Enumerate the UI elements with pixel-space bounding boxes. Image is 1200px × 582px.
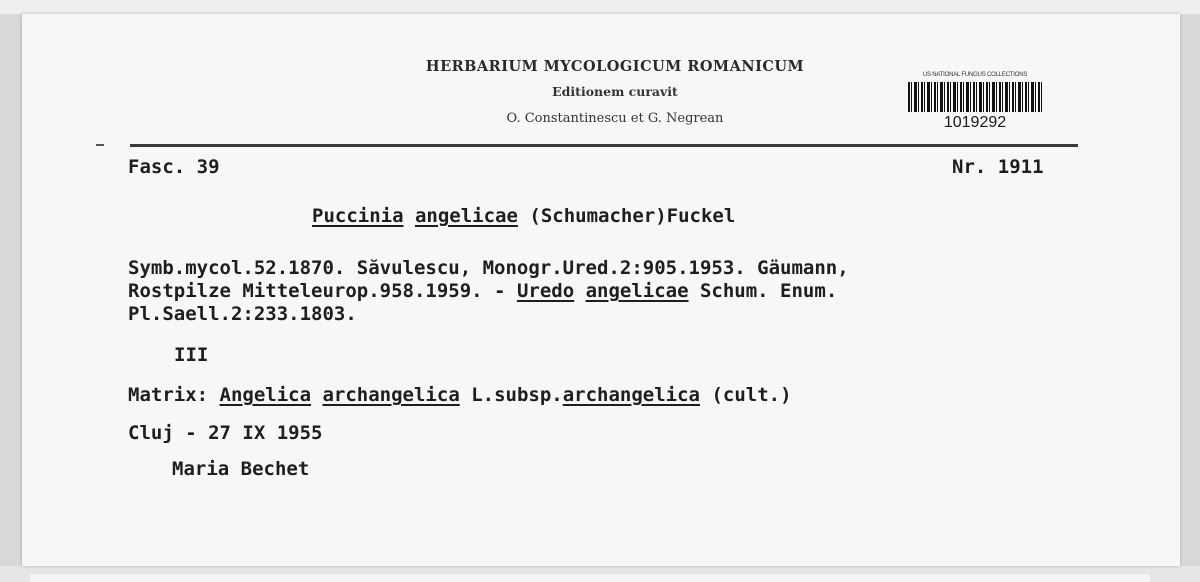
barcode-icon	[908, 82, 1042, 112]
barcode-sticker	[900, 66, 1050, 134]
collector: Maria Bechet	[172, 458, 310, 480]
locality-date: Cluj - 27 IX 1955	[128, 422, 323, 444]
species-author: (Schumacher)Fuckel	[529, 205, 736, 227]
barcode-number: 1019292	[943, 114, 1007, 131]
rule-tick	[96, 144, 104, 146]
specimen-number: Nr. 1911	[952, 156, 1044, 178]
herbarium-label	[22, 14, 1180, 566]
species-genus: Puccinia	[312, 205, 404, 227]
matrix-label: Matrix:	[128, 384, 220, 406]
edition-subtitle: Editionem curavit	[552, 84, 678, 99]
references-line-1: Symb.mycol.52.1870. Săvulescu, Monogr.Ured.2:905.1953. Gäumann,	[128, 257, 849, 279]
herbarium-title: HERBARIUM MYCOLOGICUM ROMANICUM	[425, 58, 805, 75]
backdrop-top	[0, 0, 1200, 14]
fascicle: Fasc. 39	[128, 156, 220, 178]
host-epithet: archangelica	[322, 384, 460, 406]
header-rule	[130, 144, 1078, 147]
references-line-3: Pl.Saell.2:233.1803.	[128, 303, 357, 325]
lower-sheet-strip	[30, 574, 1150, 582]
references-line-2	[128, 282, 837, 301]
backdrop-bottom	[0, 566, 1200, 582]
barcode-caption: US NATIONAL FUNGUS COLLECTIONS	[922, 72, 1028, 78]
matrix-line	[128, 386, 792, 405]
host-note: (cult.)	[700, 384, 792, 406]
spore-stage: III	[174, 344, 209, 366]
synonym-epithet: angelicae	[585, 280, 689, 302]
host-genus: Angelica	[219, 384, 312, 406]
species-epithet: angelicae	[414, 205, 518, 227]
editors: O. Constantinescu et G. Negrean	[506, 111, 724, 126]
host-subspecies: archangelica	[562, 384, 700, 406]
references-prefix: Rostpilze Mitteleurop.958.1959. -	[128, 280, 517, 302]
species-name	[312, 207, 735, 226]
host-rank: L.subsp.	[459, 384, 563, 406]
synonym-genus: Uredo	[516, 280, 575, 302]
references-suffix: Schum. Enum.	[688, 280, 838, 302]
